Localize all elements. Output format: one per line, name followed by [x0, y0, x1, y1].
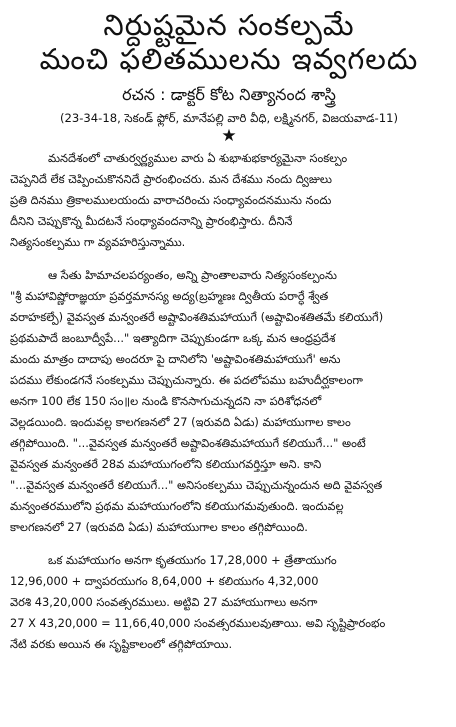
paragraph-1	[10, 148, 448, 253]
paragraph-line: ఒక మహాయుగం అనగా కృతయుగం 17,28,000 + త్రేతాయుగం	[48, 553, 337, 567]
paragraph-line: ఆ సేతు హిమాచలపర్యంతం, అన్ని ప్రాంతాలవారు నిత్యసంకల్పంను	[48, 268, 337, 282]
paragraph-3	[10, 550, 448, 655]
paragraph-line: 12,96,000 + ద్వాపరయుగం 8,64,000 + కలియుగం 4,32,000	[10, 574, 319, 588]
paragraph-line: వరాహకల్పే) వైవస్వత మన్వంతరే అష్టావింశతిమహాయుగే (అష్టావింశతితమే కలియుగే)	[10, 310, 384, 324]
headline-line-2: మంచి ఫలితములను ఇవ్వగలదు	[39, 42, 419, 76]
headline-line-1: నిర్దుష్టమైన సంకల్పమే	[103, 8, 355, 42]
paragraph-line: "...వైవస్వత మన్వంతరే కలియుగే..." అనిసంకల్పము చెప్పుచున్నందున అది వైవస్వత	[10, 478, 383, 492]
paragraph-line: వెరశి 43,20,000 సంవత్సరములు. అట్టివి 27 మహాయుగాలు అనగా	[10, 595, 318, 609]
paragraph-line: కాలగణనలో 27 (ఇరువది ఏడు) మహాయుగాల కాలం తగ్గిపోయింది.	[10, 520, 308, 534]
author-address: (23-34-18, సెకండ్ ఫ్లోర్, మానేపల్లి వారి వీధి, లక్ష్మినగర్, విజయవాడ-11)	[59, 111, 399, 125]
paragraph-line: పదము లేకుండగనే సంకల్పము చెప్పుచున్నారు. ఈ పదలోపము బహుదీర్ఘకాలంగా	[10, 373, 363, 387]
paragraph-line: వైవస్వత మన్వంతరే 28వ మహాయుగంలోని కలియుగవర్తిస్తూ అని. కాని	[10, 457, 322, 471]
paragraph-2	[10, 265, 448, 538]
paragraph-line: ప్రథమపాదే జంబూద్వీపే..." ఇత్యాదిగా చెప్పుకుండగా ఒక్క మన ఆంధ్రప్రదేశ	[10, 331, 336, 345]
star-icon: ★	[221, 126, 237, 146]
paragraph-line: మన్వంతరములోని ప్రథమ మహాయుగంలోని కలియుగమవుతుంది. ఇందువల్ల	[10, 499, 344, 513]
paragraph-line: మనదేశంలో చాతుర్వర్ణ్యముల వారు ఏ శుభాశుభకార్యమైనా సంకల్పం	[48, 151, 348, 165]
author-byline: రచన : డాక్టర్ కోట నిత్యానంద శాస్త్రి	[122, 85, 336, 104]
paragraph-line: వెల్లడయింది. ఇందువల్ల కాలగణనలో 27 (ఇరువది ఏడు) మహాయుగాల కాలం	[10, 415, 351, 429]
paragraph-line: 27 X 43,20,000 = 11,66,40,000 సంవత్సరములవుతాయి. అవి సృష్టిప్రారంభం	[10, 616, 386, 630]
paragraph-line: అనగా 100 లేక 150 సం॥ల నుండి కొనసాగుచున్నదని నా పరిశోధనలో	[10, 394, 322, 408]
paragraph-line: తగ్గిపోయింది. "...వైవస్వత మన్వంతరే అష్టావింశతిమహాయుగే కలియుగే..." అంటే	[10, 436, 366, 450]
paragraph-line: దీనిని చెప్పుకొన్న మీదటనే సంధ్యావందనాన్ని ప్రారంభిస్తారు. దీనినే	[10, 214, 293, 228]
paragraph-line: ప్రతి దినము త్రికాలములయందు వారాచరించు సంధ్యావందనమును నందు	[10, 193, 332, 207]
paragraph-line: చెప్పనిదే లేక చెప్పించుకొననిదే ప్రారంభించరు. మన దేశము నందు ద్విజులు	[10, 172, 332, 186]
paragraph-line: "శ్రీ మహావిష్ణోరాజ్ఞయా ప్రవర్తమానస్య అద్య(బ్రహ్మణః ద్వితీయ పరార్ధే శ్వేత	[10, 289, 329, 303]
paragraph-line: నిత్యసంకల్పము గా వ్యవహరిస్తున్నాము.	[10, 235, 186, 249]
paragraph-line: మందు మాత్రం దాదాపు అందరూ పై దానిలోని 'అష్టావింశతిమహాయుగే' అను	[10, 352, 341, 366]
paragraph-line: నేటి వరకు అయిన ఈ సృష్టికాలంలో తగ్గిపోయాయి.	[10, 637, 233, 651]
